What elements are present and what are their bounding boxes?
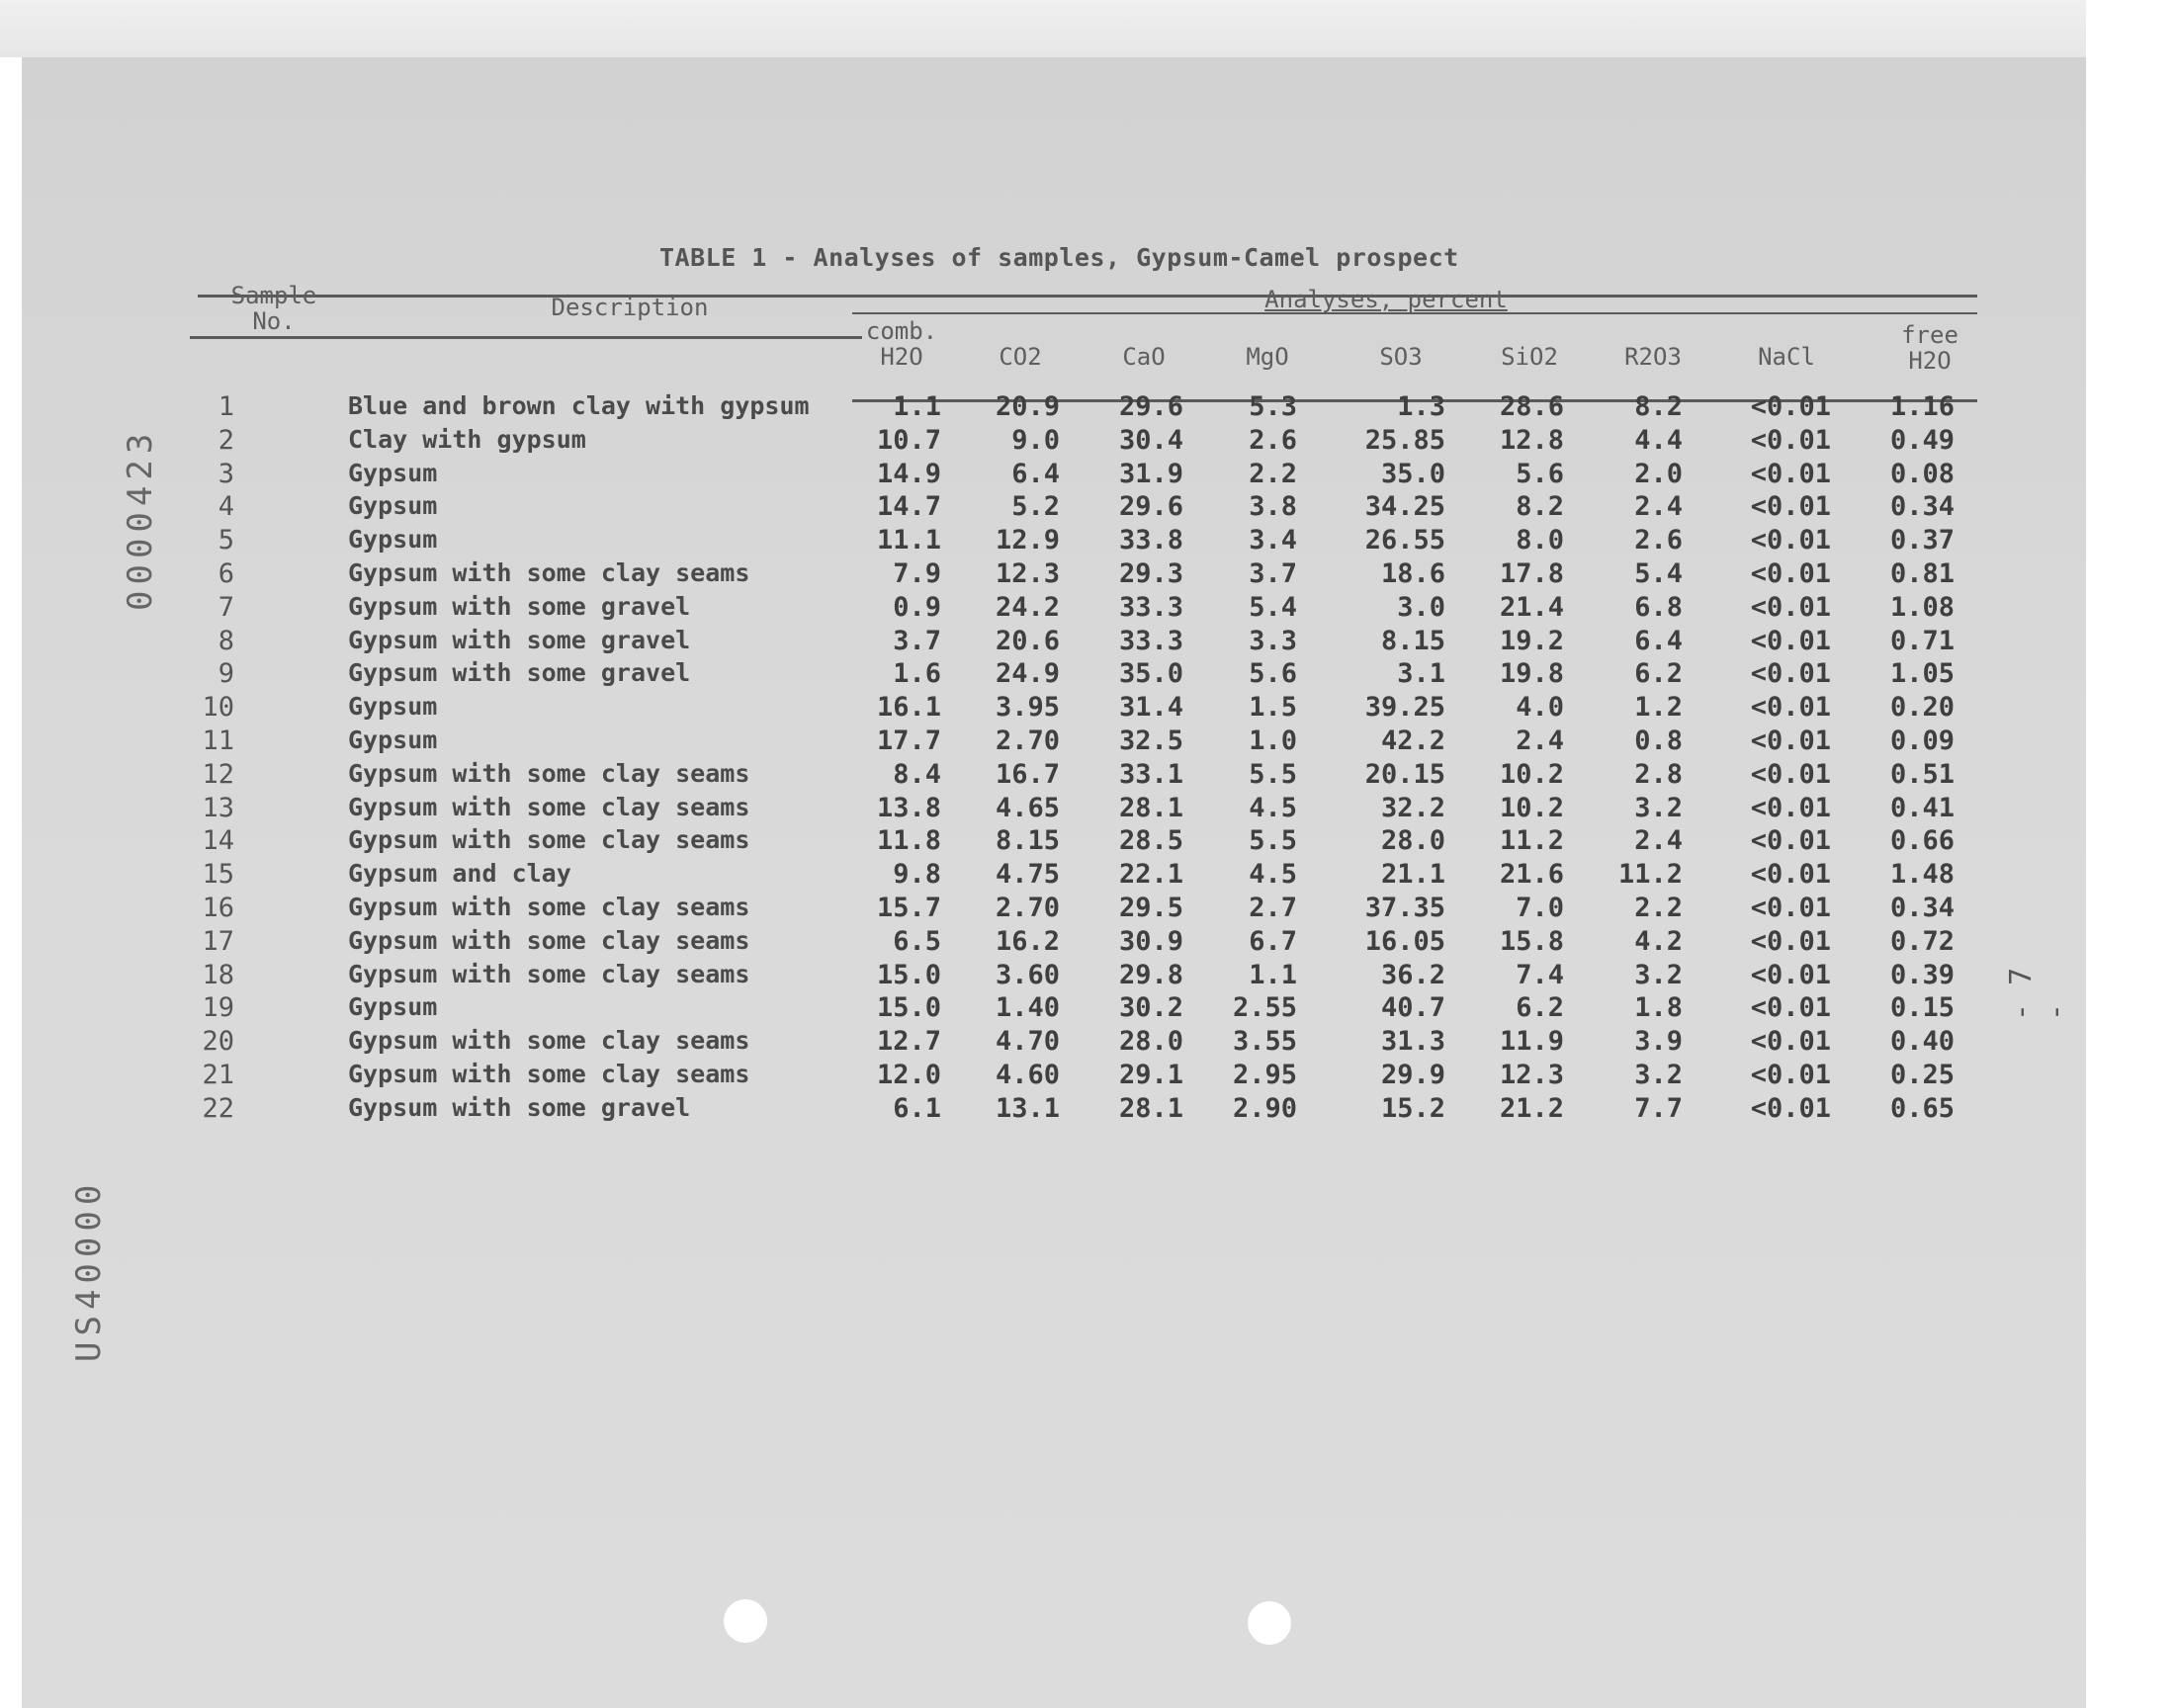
cell-free-h2o: 0.65 bbox=[1889, 1092, 1955, 1124]
cell-comb-h2o: 1.6 bbox=[893, 658, 941, 690]
cell-mgo: 3.8 bbox=[1249, 491, 1297, 523]
cell-mgo: 1.5 bbox=[1249, 692, 1297, 724]
cell-free-h2o: 0.34 bbox=[1889, 893, 1955, 923]
cell-comb-h2o: 17.7 bbox=[876, 726, 941, 756]
cell-cao: 31.4 bbox=[1118, 692, 1183, 724]
cell-free-h2o: 0.66 bbox=[1889, 825, 1955, 857]
cell-free-h2o: 0.39 bbox=[1889, 959, 1955, 990]
cell-cao: 33.8 bbox=[1118, 525, 1183, 556]
cell-comb-h2o: 11.1 bbox=[876, 525, 941, 556]
cell-sio2: 7.4 bbox=[1516, 959, 1564, 990]
cell-nacl: <0.01 bbox=[1750, 692, 1831, 724]
cell-mgo: 2.55 bbox=[1232, 992, 1297, 1024]
punch-hole-left bbox=[724, 1599, 767, 1643]
cell-sio2: 19.8 bbox=[1499, 658, 1564, 690]
cell-comb-h2o: 8.4 bbox=[893, 758, 941, 790]
cell-nacl: <0.01 bbox=[1750, 825, 1831, 857]
cell-cao: 29.5 bbox=[1118, 893, 1183, 923]
cell-cao: 28.5 bbox=[1118, 825, 1183, 857]
cell-so3: 1.3 bbox=[1397, 391, 1445, 422]
cell-sio2: 11.9 bbox=[1499, 1026, 1564, 1058]
cell-sample-no: 13 bbox=[202, 792, 234, 823]
cell-free-h2o: 1.48 bbox=[1889, 859, 1955, 891]
cell-r2o3: 5.4 bbox=[1634, 558, 1683, 589]
cell-mgo: 1.1 bbox=[1249, 959, 1297, 990]
table-row bbox=[22, 525, 2086, 558]
cell-sio2: 10.2 bbox=[1499, 792, 1564, 823]
cell-comb-h2o: 9.8 bbox=[893, 859, 941, 891]
table-row bbox=[22, 1093, 2086, 1127]
cell-sample-no: 18 bbox=[202, 959, 234, 990]
cell-nacl: <0.01 bbox=[1750, 792, 1831, 823]
header-so3: SO3 bbox=[1379, 343, 1423, 371]
cell-description: Gypsum with some clay seams bbox=[348, 925, 750, 955]
cell-co2: 4.70 bbox=[995, 1026, 1060, 1058]
table-row bbox=[22, 859, 2086, 893]
cell-description: Gypsum with some clay seams bbox=[348, 1060, 750, 1088]
cell-description: Gypsum with some clay seams bbox=[348, 558, 750, 587]
cell-so3: 15.2 bbox=[1380, 1092, 1445, 1124]
cell-r2o3: 3.2 bbox=[1634, 959, 1683, 990]
cell-free-h2o: 0.25 bbox=[1889, 1060, 1955, 1090]
cell-free-h2o: 0.08 bbox=[1889, 458, 1955, 489]
cell-description: Gypsum bbox=[348, 458, 438, 487]
cell-description: Gypsum bbox=[348, 491, 438, 521]
cell-r2o3: 6.8 bbox=[1634, 591, 1683, 623]
cell-comb-h2o: 12.7 bbox=[876, 1026, 941, 1058]
cell-comb-h2o: 0.9 bbox=[893, 591, 941, 623]
cell-co2: 16.7 bbox=[995, 758, 1060, 790]
header-cao: CaO bbox=[1122, 343, 1166, 371]
cell-description: Gypsum with some clay seams bbox=[348, 959, 750, 988]
cell-co2: 20.9 bbox=[995, 391, 1060, 422]
header-nacl: NaCl bbox=[1758, 343, 1815, 371]
table-row bbox=[22, 726, 2086, 759]
table-row bbox=[22, 459, 2086, 492]
cell-sample-no: 11 bbox=[202, 726, 234, 756]
cell-comb-h2o: 15.7 bbox=[876, 893, 941, 923]
cell-comb-h2o: 15.0 bbox=[876, 992, 941, 1024]
cell-description: Gypsum with some clay seams bbox=[348, 792, 750, 821]
cell-free-h2o: 0.71 bbox=[1889, 625, 1955, 656]
cell-sio2: 6.2 bbox=[1516, 992, 1564, 1024]
cell-mgo: 1.0 bbox=[1249, 726, 1297, 756]
header-sample-no: Sample No. bbox=[230, 282, 317, 335]
cell-description: Gypsum with some clay seams bbox=[348, 893, 750, 921]
cell-co2: 4.65 bbox=[995, 792, 1060, 823]
cell-nacl: <0.01 bbox=[1750, 1026, 1831, 1058]
cell-co2: 5.2 bbox=[1011, 491, 1060, 523]
cell-comb-h2o: 14.9 bbox=[876, 458, 941, 489]
cell-description: Gypsum bbox=[348, 525, 438, 555]
cell-description: Gypsum with some gravel bbox=[348, 625, 691, 654]
cell-free-h2o: 0.37 bbox=[1889, 525, 1955, 556]
cell-so3: 20.15 bbox=[1364, 758, 1445, 790]
cell-cao: 28.1 bbox=[1118, 792, 1183, 823]
cell-free-h2o: 0.51 bbox=[1889, 758, 1955, 790]
cell-r2o3: 3.2 bbox=[1634, 1060, 1683, 1090]
cell-sample-no: 10 bbox=[202, 692, 234, 724]
cell-comb-h2o: 16.1 bbox=[876, 692, 941, 724]
cell-mgo: 2.6 bbox=[1249, 424, 1297, 456]
cell-sample-no: 19 bbox=[202, 992, 234, 1024]
table-row bbox=[22, 893, 2086, 926]
cell-free-h2o: 0.20 bbox=[1889, 692, 1955, 724]
cell-sample-no: 8 bbox=[218, 625, 234, 656]
cell-so3: 36.2 bbox=[1380, 959, 1445, 990]
cell-free-h2o: 0.09 bbox=[1889, 726, 1955, 756]
cell-nacl: <0.01 bbox=[1750, 925, 1831, 957]
cell-sio2: 19.2 bbox=[1499, 625, 1564, 656]
cell-comb-h2o: 6.1 bbox=[893, 1092, 941, 1124]
cell-sio2: 4.0 bbox=[1516, 692, 1564, 724]
cell-sio2: 8.0 bbox=[1516, 525, 1564, 556]
cell-r2o3: 2.4 bbox=[1634, 825, 1683, 857]
cell-co2: 6.4 bbox=[1011, 458, 1060, 489]
cell-nacl: <0.01 bbox=[1750, 558, 1831, 589]
cell-nacl: <0.01 bbox=[1750, 525, 1831, 556]
cell-cao: 35.0 bbox=[1118, 658, 1183, 690]
cell-comb-h2o: 10.7 bbox=[876, 424, 941, 456]
cell-nacl: <0.01 bbox=[1750, 491, 1831, 523]
cell-so3: 37.35 bbox=[1364, 893, 1445, 923]
table-row bbox=[22, 759, 2086, 793]
table-row bbox=[22, 491, 2086, 525]
cell-sample-no: 6 bbox=[218, 558, 234, 589]
cell-sample-no: 7 bbox=[218, 591, 234, 623]
cell-comb-h2o: 12.0 bbox=[876, 1060, 941, 1090]
cell-description: Gypsum with some clay seams bbox=[348, 1026, 750, 1056]
table-row bbox=[22, 1060, 2086, 1093]
cell-nacl: <0.01 bbox=[1750, 658, 1831, 690]
cell-cao: 30.9 bbox=[1118, 925, 1183, 957]
cell-so3: 31.3 bbox=[1380, 1026, 1445, 1058]
cell-free-h2o: 1.16 bbox=[1889, 391, 1955, 422]
scan-top-margin bbox=[0, 0, 2086, 57]
cell-r2o3: 8.2 bbox=[1634, 391, 1683, 422]
cell-r2o3: 2.8 bbox=[1634, 758, 1683, 790]
cell-co2: 20.6 bbox=[995, 625, 1060, 656]
cell-description: Gypsum and clay bbox=[348, 859, 571, 889]
cell-mgo: 2.90 bbox=[1232, 1092, 1297, 1124]
cell-cao: 30.2 bbox=[1118, 992, 1183, 1024]
cell-sample-no: 4 bbox=[218, 491, 234, 523]
table-row bbox=[22, 825, 2086, 859]
table-row bbox=[22, 960, 2086, 993]
cell-cao: 33.3 bbox=[1118, 591, 1183, 623]
cell-mgo: 5.3 bbox=[1249, 391, 1297, 422]
cell-nacl: <0.01 bbox=[1750, 859, 1831, 891]
cell-so3: 18.6 bbox=[1380, 558, 1445, 589]
scan-right-margin bbox=[2086, 0, 2175, 1708]
cell-comb-h2o: 3.7 bbox=[893, 625, 941, 656]
cell-nacl: <0.01 bbox=[1750, 726, 1831, 756]
cell-mgo: 3.3 bbox=[1249, 625, 1297, 656]
cell-mgo: 2.95 bbox=[1232, 1060, 1297, 1090]
cell-r2o3: 1.8 bbox=[1634, 992, 1683, 1024]
cell-mgo: 3.55 bbox=[1232, 1026, 1297, 1058]
cell-comb-h2o: 13.8 bbox=[876, 792, 941, 823]
cell-so3: 26.55 bbox=[1364, 525, 1445, 556]
cell-mgo: 5.5 bbox=[1249, 825, 1297, 857]
cell-nacl: <0.01 bbox=[1750, 758, 1831, 790]
page-number: - 7 - bbox=[2004, 967, 2073, 1021]
cell-sample-no: 22 bbox=[202, 1092, 234, 1124]
cell-sio2: 5.6 bbox=[1516, 458, 1564, 489]
cell-description: Gypsum with some clay seams bbox=[348, 758, 750, 788]
cell-so3: 28.0 bbox=[1380, 825, 1445, 857]
cell-description: Gypsum bbox=[348, 992, 438, 1022]
cell-sample-no: 3 bbox=[218, 458, 234, 489]
cell-cao: 29.1 bbox=[1118, 1060, 1183, 1090]
cell-sample-no: 20 bbox=[202, 1026, 234, 1058]
cell-co2: 24.2 bbox=[995, 591, 1060, 623]
cell-sio2: 11.2 bbox=[1499, 825, 1564, 857]
cell-r2o3: 6.2 bbox=[1634, 658, 1683, 690]
document-page bbox=[22, 57, 2086, 1708]
cell-r2o3: 2.4 bbox=[1634, 491, 1683, 523]
cell-description: Blue and brown clay with gypsum bbox=[348, 391, 810, 420]
cell-free-h2o: 1.08 bbox=[1889, 591, 1955, 623]
cell-co2: 1.40 bbox=[995, 992, 1060, 1024]
cell-nacl: <0.01 bbox=[1750, 458, 1831, 489]
cell-free-h2o: 0.49 bbox=[1889, 424, 1955, 456]
cell-cao: 28.0 bbox=[1118, 1026, 1183, 1058]
cell-sample-no: 17 bbox=[202, 925, 234, 957]
header-comb-h2o: comb. H2O bbox=[865, 317, 938, 371]
cell-free-h2o: 0.34 bbox=[1889, 491, 1955, 523]
table-row bbox=[22, 425, 2086, 459]
cell-mgo: 4.5 bbox=[1249, 792, 1297, 823]
header-co2: CO2 bbox=[999, 343, 1042, 371]
cell-cao: 30.4 bbox=[1118, 424, 1183, 456]
cell-r2o3: 6.4 bbox=[1634, 625, 1683, 656]
side-code-top: 0000423 bbox=[121, 427, 160, 611]
table-row bbox=[22, 626, 2086, 659]
cell-r2o3: 0.8 bbox=[1634, 726, 1683, 756]
cell-r2o3: 7.7 bbox=[1634, 1092, 1683, 1124]
cell-r2o3: 4.2 bbox=[1634, 925, 1683, 957]
cell-r2o3: 1.2 bbox=[1634, 692, 1683, 724]
cell-description: Gypsum with some gravel bbox=[348, 1092, 691, 1122]
punch-hole-right bbox=[1248, 1601, 1291, 1645]
table-row bbox=[22, 692, 2086, 726]
cell-mgo: 2.7 bbox=[1249, 893, 1297, 923]
cell-comb-h2o: 11.8 bbox=[876, 825, 941, 857]
cell-free-h2o: 0.40 bbox=[1889, 1026, 1955, 1058]
cell-comb-h2o: 7.9 bbox=[893, 558, 941, 589]
cell-r2o3: 4.4 bbox=[1634, 424, 1683, 456]
cell-co2: 3.60 bbox=[995, 959, 1060, 990]
table-row bbox=[22, 1026, 2086, 1060]
cell-sample-no: 15 bbox=[202, 859, 234, 891]
table-row bbox=[22, 592, 2086, 626]
cell-cao: 33.3 bbox=[1118, 625, 1183, 656]
cell-free-h2o: 0.41 bbox=[1889, 792, 1955, 823]
header-mgo: MgO bbox=[1246, 343, 1289, 371]
cell-sample-no: 21 bbox=[202, 1060, 234, 1090]
cell-mgo: 6.7 bbox=[1249, 925, 1297, 957]
cell-nacl: <0.01 bbox=[1750, 1060, 1831, 1090]
cell-sio2: 15.8 bbox=[1499, 925, 1564, 957]
cell-free-h2o: 0.15 bbox=[1889, 992, 1955, 1024]
cell-cao: 32.5 bbox=[1118, 726, 1183, 756]
cell-so3: 29.9 bbox=[1380, 1060, 1445, 1090]
cell-free-h2o: 0.72 bbox=[1889, 925, 1955, 957]
cell-cao: 29.8 bbox=[1118, 959, 1183, 990]
cell-sample-no: 12 bbox=[202, 758, 234, 790]
table-row bbox=[22, 926, 2086, 960]
cell-so3: 3.1 bbox=[1397, 658, 1445, 690]
cell-co2: 12.9 bbox=[995, 525, 1060, 556]
cell-free-h2o: 0.81 bbox=[1889, 558, 1955, 589]
cell-mgo: 5.6 bbox=[1249, 658, 1297, 690]
cell-cao: 22.1 bbox=[1118, 859, 1183, 891]
cell-cao: 31.9 bbox=[1118, 458, 1183, 489]
cell-r2o3: 3.9 bbox=[1634, 1026, 1683, 1058]
table-title: TABLE 1 - Analyses of samples, Gypsum-Camel prospect bbox=[659, 243, 1459, 272]
cell-so3: 34.25 bbox=[1364, 491, 1445, 523]
cell-nacl: <0.01 bbox=[1750, 591, 1831, 623]
cell-sio2: 21.6 bbox=[1499, 859, 1564, 891]
cell-co2: 13.1 bbox=[995, 1092, 1060, 1124]
cell-so3: 35.0 bbox=[1380, 458, 1445, 489]
cell-sio2: 21.2 bbox=[1499, 1092, 1564, 1124]
header-analyses-percent: Analyses, percent bbox=[1264, 286, 1508, 313]
cell-co2: 2.70 bbox=[995, 726, 1060, 756]
cell-sample-no: 2 bbox=[218, 424, 234, 456]
analyses-rule bbox=[852, 312, 1977, 314]
cell-so3: 40.7 bbox=[1380, 992, 1445, 1024]
cell-cao: 29.6 bbox=[1118, 391, 1183, 422]
cell-sample-no: 16 bbox=[202, 893, 234, 923]
cell-sio2: 8.2 bbox=[1516, 491, 1564, 523]
cell-sio2: 2.4 bbox=[1516, 726, 1564, 756]
top-rule bbox=[198, 295, 1977, 298]
cell-description: Gypsum with some clay seams bbox=[348, 825, 750, 855]
cell-sample-no: 1 bbox=[218, 391, 234, 422]
table-row bbox=[22, 558, 2086, 592]
header-r2o3: R2O3 bbox=[1624, 343, 1682, 371]
cell-nacl: <0.01 bbox=[1750, 959, 1831, 990]
cell-co2: 3.95 bbox=[995, 692, 1060, 724]
cell-so3: 25.85 bbox=[1364, 424, 1445, 456]
cell-comb-h2o: 6.5 bbox=[893, 925, 941, 957]
cell-sio2: 7.0 bbox=[1516, 893, 1564, 923]
cell-so3: 8.15 bbox=[1380, 625, 1445, 656]
cell-so3: 42.2 bbox=[1380, 726, 1445, 756]
table-row bbox=[22, 658, 2086, 692]
cell-co2: 9.0 bbox=[1011, 424, 1060, 456]
cell-r2o3: 11.2 bbox=[1617, 859, 1683, 891]
cell-nacl: <0.01 bbox=[1750, 625, 1831, 656]
header-rule-1 bbox=[190, 336, 862, 339]
cell-sample-no: 5 bbox=[218, 525, 234, 556]
cell-so3: 39.25 bbox=[1364, 692, 1445, 724]
header-sio2: SiO2 bbox=[1501, 343, 1558, 371]
cell-sample-no: 9 bbox=[218, 658, 234, 690]
cell-nacl: <0.01 bbox=[1750, 992, 1831, 1024]
cell-co2: 8.15 bbox=[995, 825, 1060, 857]
cell-sio2: 28.6 bbox=[1499, 391, 1564, 422]
cell-mgo: 5.5 bbox=[1249, 758, 1297, 790]
cell-description: Gypsum with some gravel bbox=[348, 591, 691, 621]
cell-description: Gypsum with some gravel bbox=[348, 658, 691, 688]
cell-comb-h2o: 14.7 bbox=[876, 491, 941, 523]
cell-nacl: <0.01 bbox=[1750, 424, 1831, 456]
cell-r2o3: 2.0 bbox=[1634, 458, 1683, 489]
cell-r2o3: 2.2 bbox=[1634, 893, 1683, 923]
cell-comb-h2o: 15.0 bbox=[876, 959, 941, 990]
table-row bbox=[22, 992, 2086, 1026]
cell-co2: 24.9 bbox=[995, 658, 1060, 690]
cell-free-h2o: 1.05 bbox=[1889, 658, 1955, 690]
cell-co2: 4.60 bbox=[995, 1060, 1060, 1090]
side-code-bottom: US40000 bbox=[69, 1178, 109, 1362]
cell-cao: 29.6 bbox=[1118, 491, 1183, 523]
cell-sio2: 10.2 bbox=[1499, 758, 1564, 790]
cell-co2: 16.2 bbox=[995, 925, 1060, 957]
cell-so3: 3.0 bbox=[1397, 591, 1445, 623]
cell-nacl: <0.01 bbox=[1750, 391, 1831, 422]
cell-sio2: 21.4 bbox=[1499, 591, 1564, 623]
cell-r2o3: 3.2 bbox=[1634, 792, 1683, 823]
cell-sample-no: 14 bbox=[202, 825, 234, 857]
cell-mgo: 4.5 bbox=[1249, 859, 1297, 891]
cell-cao: 29.3 bbox=[1118, 558, 1183, 589]
cell-co2: 4.75 bbox=[995, 859, 1060, 891]
header-description: Description bbox=[551, 294, 709, 321]
cell-mgo: 2.2 bbox=[1249, 458, 1297, 489]
cell-cao: 33.1 bbox=[1118, 758, 1183, 790]
cell-description: Clay with gypsum bbox=[348, 424, 586, 454]
cell-co2: 2.70 bbox=[995, 893, 1060, 923]
cell-sio2: 12.8 bbox=[1499, 424, 1564, 456]
cell-r2o3: 2.6 bbox=[1634, 525, 1683, 556]
cell-nacl: <0.01 bbox=[1750, 1092, 1831, 1124]
cell-co2: 12.3 bbox=[995, 558, 1060, 589]
table-row bbox=[22, 793, 2086, 826]
cell-description: Gypsum bbox=[348, 692, 438, 722]
header-free-h2o: free H2O bbox=[1901, 321, 1958, 375]
cell-mgo: 5.4 bbox=[1249, 591, 1297, 623]
cell-mgo: 3.4 bbox=[1249, 525, 1297, 556]
cell-sio2: 17.8 bbox=[1499, 558, 1564, 589]
cell-nacl: <0.01 bbox=[1750, 893, 1831, 923]
cell-sio2: 12.3 bbox=[1499, 1060, 1564, 1090]
cell-so3: 16.05 bbox=[1364, 925, 1445, 957]
cell-mgo: 3.7 bbox=[1249, 558, 1297, 589]
cell-so3: 21.1 bbox=[1380, 859, 1445, 891]
cell-comb-h2o: 1.1 bbox=[893, 391, 941, 422]
cell-description: Gypsum bbox=[348, 726, 438, 754]
cell-so3: 32.2 bbox=[1380, 792, 1445, 823]
cell-cao: 28.1 bbox=[1118, 1092, 1183, 1124]
table-row bbox=[22, 391, 2086, 425]
